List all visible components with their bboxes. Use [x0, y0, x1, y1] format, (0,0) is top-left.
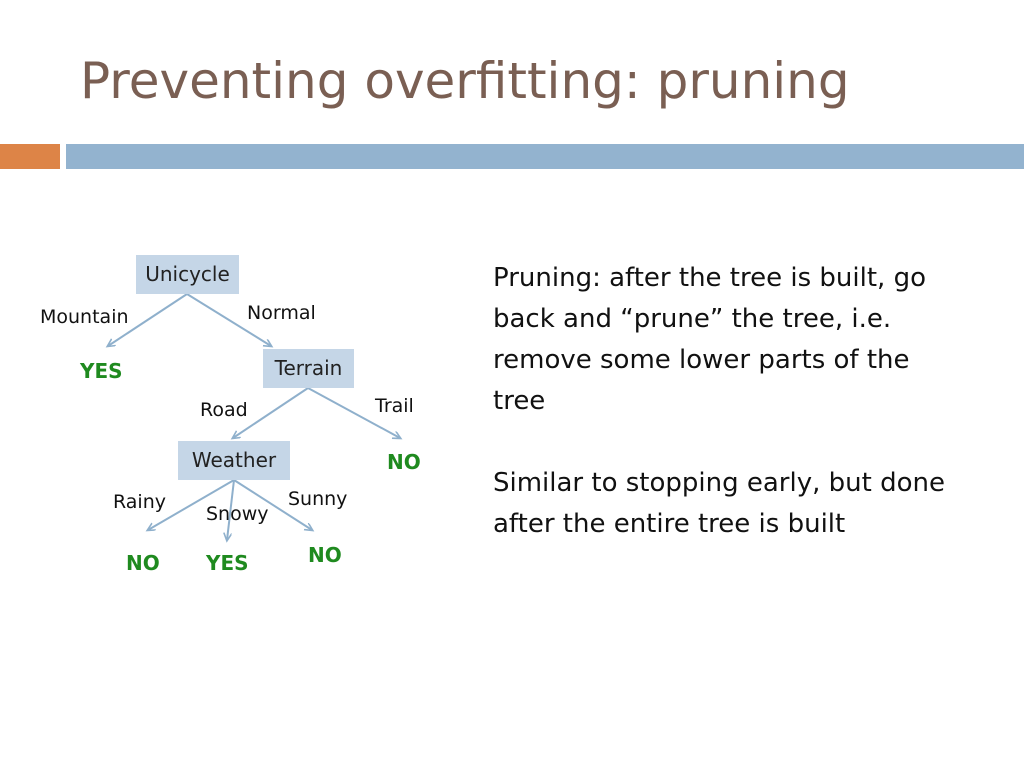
leaf-mountain-yes: YES	[80, 359, 123, 383]
edge-label-snowy: Snowy	[206, 503, 269, 525]
leaf-snowy-yes: YES	[206, 551, 249, 575]
pruning-definition: Pruning: after the tree is built, go back and “prune” the tree, i.e. remove some lower parts of the tree	[493, 263, 926, 416]
leaf-trail-no: NO	[387, 450, 421, 474]
node-weather: Weather	[178, 441, 290, 480]
node-unicycle: Unicycle	[136, 255, 239, 294]
edge-label-mountain: Mountain	[40, 306, 129, 328]
leaf-sunny-no: NO	[308, 543, 342, 567]
edge-label-normal: Normal	[247, 302, 316, 324]
leaf-rainy-no: NO	[126, 551, 160, 575]
edge-label-road: Road	[200, 399, 248, 421]
edge-label-sunny: Sunny	[288, 488, 348, 510]
slide-title: Preventing overfitting: pruning	[80, 52, 850, 110]
paragraph-gap	[493, 422, 963, 463]
pruning-comparison: Similar to stopping early, but done after the entire tree is built	[493, 468, 945, 539]
edge-label-rainy: Rainy	[113, 491, 166, 513]
body-text	[493, 258, 963, 545]
node-terrain: Terrain	[263, 349, 354, 388]
edge-label-trail: Trail	[375, 395, 414, 417]
